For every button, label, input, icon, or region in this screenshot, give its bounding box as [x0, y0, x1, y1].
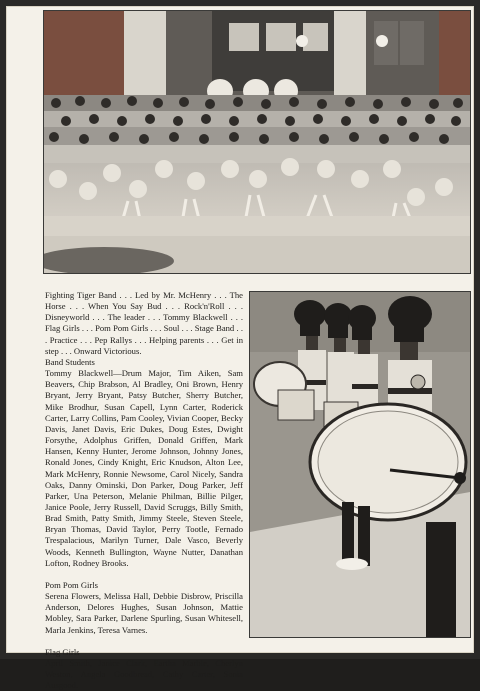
drummers-photo: [249, 291, 471, 638]
band-students-heading: Band Students: [45, 356, 95, 367]
pom-pom-girls-list: Serena Flowers, Melissa Hall, Debbie Disbrow, Priscilla Anderson, Delores Hughes, Susan Johnson, Mattie Mobley, Sara Parker, Darlene Spurling, Susan Whitesell, Marla Jenkins, Teresa Varnes.: [45, 591, 243, 635]
section-spacer: [45, 569, 243, 580]
text-column: [45, 290, 243, 691]
band-group-photo: [43, 10, 471, 274]
yearbook-page: [6, 6, 474, 691]
flag-girls-heading: Flag Girls: [45, 646, 80, 657]
band-students-list: Tommy Blackwell—Drum Major, Tim Aiken, Sam Beavers, Chip Brabson, Al Bradley, Oni Brown, Henry Bryant, Jerry Bryant, Patsy Butcher, Sherry Butcher, Mike Brodhur, Susan Capell, Lynn Carter, Roderick Carter, Larry Collins, Pam Cooley, Vivian Cooper, Becky Davis, Janet Davis, Eric Dukes, Doug Estes, Dwight Forsythe, Adolphus Griffen, Donald Griffen, Mark Hansen, Kenny Hunter, Jerome Johnson, Johnny Jones, Ronald Jones, Cindy Knight, Eric Knudson, Alton Lee, Mark McHenry, Ronnie Newsome, Carol Nicely, Sandra Oaks, Danny Ominski, Don Parker, Doug Parker, Jeff Parker, Una Peterson, Melanie Philman, Billie Pilger, Janice Poole, Jerry Russell, David Scruggs, Billy Smith, Brad Smith, Patty Smith, Jimmy Steele, Steven Steele, Bryan Thomas, David Taylor, Perry Tootle, Fernado Trespalacious, Marilyn Turner, Dale Vasco, Beverly Woods, Kenneth Bullington, Wayne Nutter, Danathan Lofton, Rodney Brooks.: [45, 368, 243, 568]
band-group-photo-drawing: [44, 11, 470, 273]
section-spacer: [45, 636, 243, 647]
flag-girls-list: April Smith, Janice Clark, Eartha Marble, Cherlyn Weston, Angela Goodbread, Cathy Carter, Sonia Ausgood.: [45, 657, 243, 691]
photo-caption: Fighting Tiger Band . . . Led by Mr. McHenry . . . The Horse . . . When You Say Bud . . . Rock'n'Roll . . . Disneyworld . . . The leader . . . Tommy Blackwell . . . Flag Girls . . . Pom Pom Girls . . . Soul . . . Stage Band . . . Practice . . . Pep Rallys . . . Helping parents . . . Get in step . . . Onward Victorious.: [45, 290, 243, 356]
pom-pom-girls-heading: Pom Pom Girls: [45, 579, 99, 590]
drummers-photo-drawing: [250, 292, 470, 637]
